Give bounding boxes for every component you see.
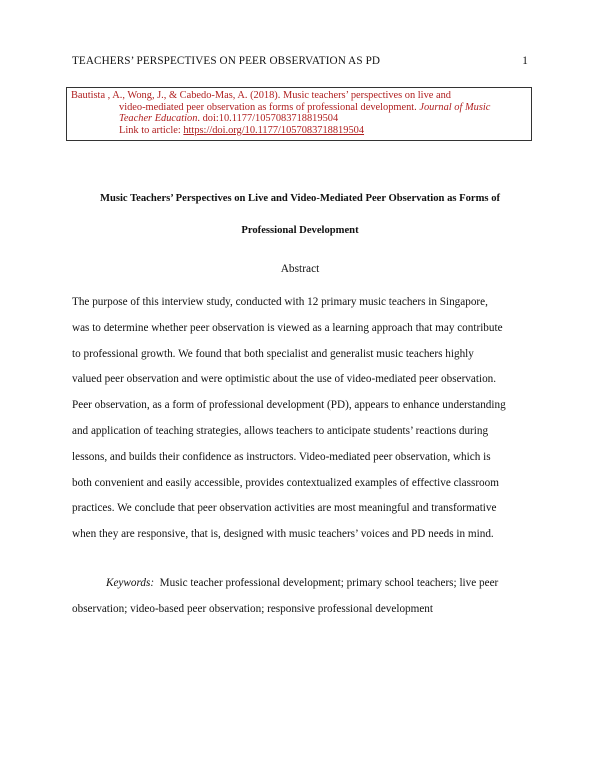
- abstract-line: both convenient and easily accessible, provides contextualized examples of effective classroom: [72, 476, 499, 489]
- abstract-line: and application of teaching strategies, allows teachers to anticipate students’ reactions during: [72, 424, 489, 437]
- citation-doi: . doi:10.1177/1057083718819504: [197, 113, 339, 125]
- citation-line-1: Bautista , A., Wong, J., & Cabedo-Mas, A. (2018). Music teachers’ perspectives on live and: [71, 90, 451, 101]
- keywords-label: Keywords:: [106, 577, 155, 589]
- abstract-line: valued peer observation and were optimistic about the use of video-mediated peer observation.: [72, 373, 497, 386]
- citation-box: [66, 87, 532, 141]
- keywords-text-1: Music teacher professional development; primary school teachers; live peer: [154, 577, 499, 589]
- citation-line-4: [71, 125, 531, 137]
- citation-link[interactable]: https://doi.org/10.1177/1057083718819504: [183, 124, 365, 136]
- abstract-heading: Abstract: [280, 263, 320, 275]
- keywords-line-2: observation; video-based peer observation; responsive professional development: [72, 602, 434, 615]
- citation-line-2-text: video-mediated peer observation as forms of professional development.: [119, 101, 420, 113]
- citation-link-label: Link to article:: [119, 124, 184, 136]
- abstract-line: when they are responsive, that is, designed with music teachers’ voices and PD needs in mind.: [72, 528, 494, 541]
- abstract-line: to professional growth. We found that both specialist and generalist music teachers highly: [72, 347, 474, 360]
- citation-journal-part-2: Teacher Education: [119, 113, 198, 125]
- abstract-line: Peer observation, as a form of professional development (PD), appears to enhance understanding: [72, 399, 506, 412]
- running-head-text: TEACHERS’ PERSPECTIVES ON PEER OBSERVATION AS PD: [72, 55, 381, 67]
- keywords-line-1: [72, 571, 528, 597]
- paper-title-line-1: Music Teachers’ Perspectives on Live and Video-Mediated Peer Observation as Forms of: [99, 193, 501, 204]
- citation-line-3: [71, 113, 531, 125]
- abstract-body: [72, 290, 528, 548]
- running-head: [72, 55, 528, 67]
- paper-title: [72, 183, 528, 247]
- abstract-line: lessons, and builds their confidence as instructors. Video-mediated peer observation, which is: [72, 450, 491, 463]
- page-number: 1: [522, 55, 528, 67]
- paper-title-line-2: Professional Development: [241, 225, 359, 236]
- citation-journal-part-1: Journal of Music: [419, 101, 491, 113]
- keywords: [72, 571, 528, 623]
- citation-line-2: [71, 102, 531, 114]
- abstract-line: was to determine whether peer observation is viewed as a learning approach that may contribute: [72, 321, 503, 334]
- abstract-line: practices. We conclude that peer observation activities are most meaningful and transformative: [72, 502, 497, 515]
- abstract-line: The purpose of this interview study, conducted with 12 primary music teachers in Singapore,: [72, 296, 488, 308]
